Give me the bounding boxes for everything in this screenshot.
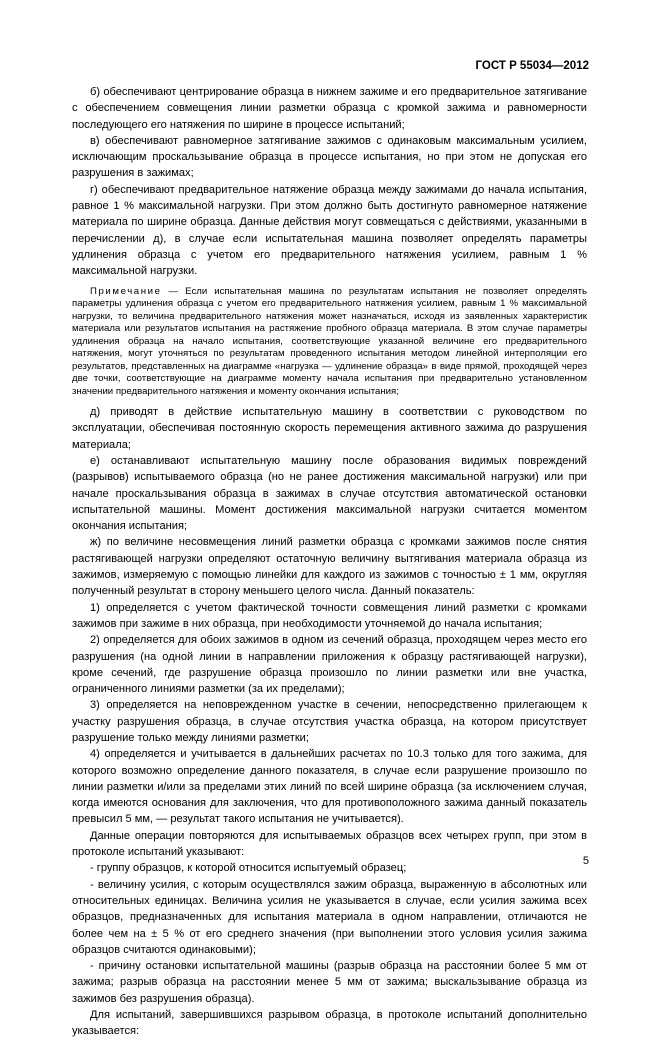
page-number: 5 — [582, 855, 589, 867]
list-item-2: 2) определяется для обоих зажимов в одном из сечений образца, проходящем через место его разрушения (на одной линии в направлении приложения к образцу растягивающей нагрузки), кроме сечений, где разрушение образца произошло по линии разметки или вне участка, ограниченного линиями разметки (за их пределами); — [72, 634, 587, 696]
paragraph-b: б) обеспечивают центрирование образца в нижнем зажиме и его предварительное затягивание с обеспечением совмещения линии разметки образца с кромкой зажима и равномерности последующего его натяжения по ширине в процессе испытаний; — [72, 86, 587, 131]
standard-header: ГОСТ Р 55034—2012 — [475, 60, 589, 72]
note-paragraph — [72, 286, 587, 399]
paragraph-zh: ж) по величине несовмещения линий разметки образца с кромками зажимов после снятия растягивающей нагрузки определяют остаточную величину вытягивания материала образца из зажимов, измеряемую с помощью линейки для каждого из зажимов с точностью ± 1 мм, округляя полученный результат в сторону меньшего целого числа. Данный показатель: — [72, 536, 587, 598]
list-item-3: 3) определяется на неповрежденном участке в сечении, непосредственно прилегающем к участку разрушения образца, в случае отсутствия участка образца, на котором присутствует разрушение только между линиями разметки; — [72, 699, 587, 744]
list-item-4: 4) определяется и учитывается в дальнейших расчетах по 10.3 только для того зажима, для которого возможно определение данного показателя, в случае если разрушение произошло по линии разметки и/или за пределами этих линий по всей ширине образца (за исключением случая, когда имеются основания для заключения, что для противоположного зажима данный показатель превысил 5 мм, — результат такого испытания не учитывается). — [72, 748, 587, 826]
protocol-additional: Для испытаний, завершившихся разрывом образца, в протоколе испытаний дополнительно указывается: — [72, 1009, 587, 1038]
paragraph-e: е) останавливают испытательную машину после образования видимых повреждений (разрывов) испытываемого образца (но не ранее достижения максимальной нагрузки) или при начале проскальзывания образца в зажимах в случае отсутствия автоматической остановки испытательной машины. Момент достижения максимальной нагрузки считается моментом окончания испытания; — [72, 454, 587, 533]
paragraph-g: г) обеспечивают предварительное натяжение образца между зажимами до начала испытания, равное 1 % максимальной нагрузки. При этом должно быть достигнуто равномерное натяжение материала по ширине образца. Данные действия могут совмещаться с действиями, указанными в перечислении д), в случае если испытательная машина позволяет определять параметры удлинения образца с учетом его предварительного натяжения усилием, равным 1 % максимальной нагрузки. — [72, 183, 587, 278]
note-label: Примечание — [90, 285, 162, 297]
paragraph-d: д) приводят в действие испытательную машину в соответствии с руководством по эксплуатации, обеспечивая постоянную скорость перемещения активного зажима до разрушения материала; — [72, 406, 587, 451]
protocol-item-reason: - причину остановки испытательной машины (разрыв образца на расстоянии более 5 мм от зажима; разрыв образца на расстоянии менее 5 мм от зажима; выскальзывание образца из зажимов без разрушения образца). — [72, 960, 587, 1005]
note-text: — Если испытательная машина по результатам испытания не позволяет определять параметры удлинения образца с учетом его предварительного натяжения усилием, равным 1 % максимальной нагрузки, то величина предварительного натяжения может назначаться, исходя из заявленных характеристик материала или результатов испытания на растяжение пробного образца материала. В этом случае параметры удлинения образца на начало испытания, соответствующие указанной величине его предварительного натяжения, могут уточняться по результатам проведенного испытания методом линейной интерполяции его результатов, представленных на диаграмме «нагрузка — удлинение образца» в виде прямой, проходящей через две точки, соответствующие на диаграмме моменту начала испытания при предварительно установленном значении предварительного натяжения и моменту окончания испытания; — [72, 285, 587, 397]
list-item-1: 1) определяется с учетом фактической точности совмещения линий разметки с кромками зажимов при зажиме в них образца, при необходимости уточняемой до начала испытания; — [72, 601, 587, 630]
document-body — [72, 84, 587, 1040]
protocol-intro: Данные операции повторяются для испытываемых образцов всех четырех групп, при этом в протоколе испытаний указывают: — [72, 829, 587, 859]
protocol-item-group: - группу образцов, к которой относится испытуемый образец; — [90, 862, 407, 875]
paragraph-v: в) обеспечивают равномерное затягивание зажимов с одинаковым максимальным усилием, исключающим проскальзывание образца в процессе испытания, но при этом не допуская его разрушения в зажимах; — [72, 134, 587, 180]
protocol-item-force: - величину усилия, с которым осуществлялся зажим образца, выраженную в абсолютных или относительных единицах. Величина усилия не указывается в случае, если усилия зажима всех образцов, предназначенных для испытания материала в одном направлении, отличаются не более чем на ± 5 % от его среднего значения (при выполнении этого условия усилия зажима образцов считаются одинаковыми); — [72, 878, 587, 956]
